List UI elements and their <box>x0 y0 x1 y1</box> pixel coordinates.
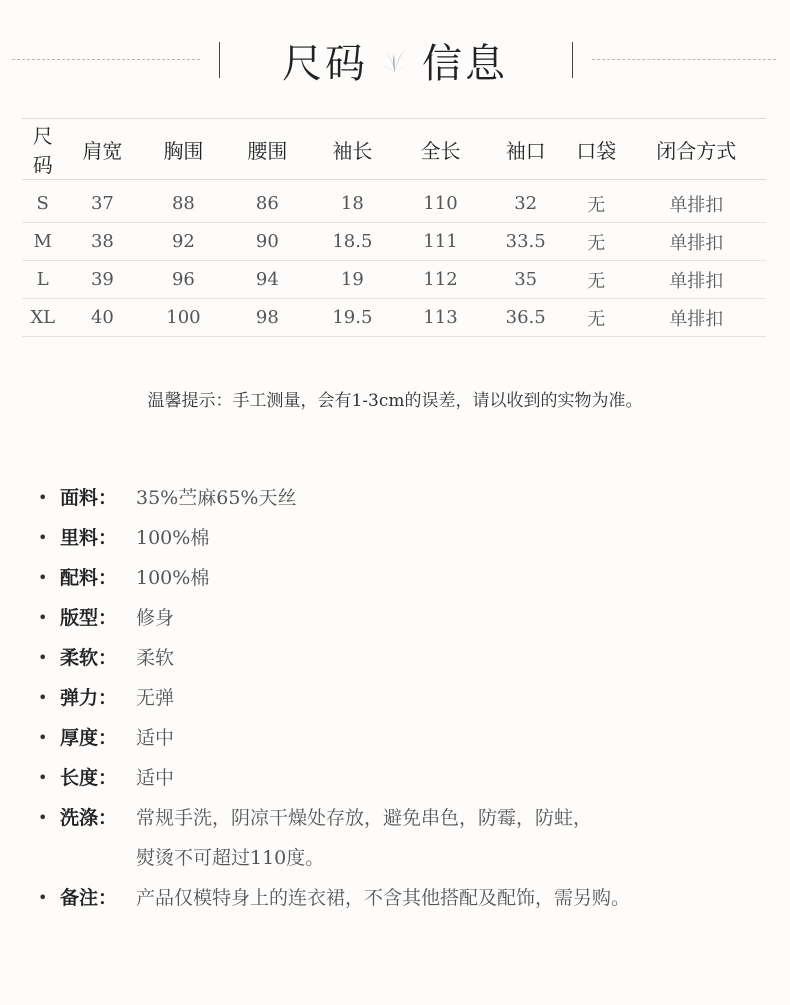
size-table-cell: 18 <box>309 180 395 223</box>
spec-value-line: 100%棉 <box>136 527 210 549</box>
spec-label: 备注： <box>60 887 118 909</box>
section-title <box>240 30 550 90</box>
spec-item <box>38 878 758 918</box>
spec-value <box>136 478 758 518</box>
size-table-header-cell: 尺码 <box>22 119 63 180</box>
spec-value <box>136 798 758 878</box>
size-table-header-cell: 肩宽 <box>63 119 141 180</box>
spec-value-line: 35%苎麻65%天丝 <box>136 487 297 509</box>
spec-value-line: 熨烫不可超过110度。 <box>136 847 325 869</box>
size-table-cell: 98 <box>226 299 310 337</box>
title-dashed-line-left <box>12 59 200 60</box>
spec-item <box>38 638 758 678</box>
size-table-cell: 112 <box>396 261 486 299</box>
size-table-cell: 35 <box>485 261 566 299</box>
spec-label: 柔软： <box>60 647 118 669</box>
title-part2: 信息 <box>422 40 508 87</box>
title-part1: 尺码 <box>282 40 368 87</box>
size-table-cell: 单排扣 <box>626 180 766 223</box>
size-table-cell: 38 <box>63 223 141 261</box>
spec-item <box>38 598 758 638</box>
size-table-cell: 19.5 <box>309 299 395 337</box>
section-title-row <box>0 30 790 90</box>
bullet-icon: • <box>38 808 48 827</box>
spec-label: 里料： <box>60 527 118 549</box>
size-table-row <box>22 261 766 299</box>
spec-label: 弹力： <box>60 687 118 709</box>
spec-value <box>136 598 758 638</box>
spec-value-line: 修身 <box>136 607 175 629</box>
bullet-icon: • <box>38 568 48 587</box>
size-table-cell: 90 <box>226 223 310 261</box>
spec-item <box>38 478 758 518</box>
grass-leaf-icon <box>380 45 410 75</box>
size-table-header-cell: 胸围 <box>141 119 225 180</box>
size-table-row <box>22 223 766 261</box>
size-table-cell: 39 <box>63 261 141 299</box>
size-table-cell: 单排扣 <box>626 299 766 337</box>
spec-item <box>38 518 758 558</box>
size-table-cell: 92 <box>141 223 225 261</box>
size-table-cell: 单排扣 <box>626 261 766 299</box>
size-table-cell: S <box>22 180 63 223</box>
size-table-header-cell: 口袋 <box>566 119 627 180</box>
size-table-cell: 40 <box>63 299 141 337</box>
size-table-cell: 36.5 <box>485 299 566 337</box>
spec-item <box>38 678 758 718</box>
size-table-header-cell: 袖长 <box>309 119 395 180</box>
spec-label: 版型： <box>60 607 118 629</box>
size-table-cell: 94 <box>226 261 310 299</box>
spec-value-line: 常规手洗，阴凉干燥处存放，避免串色，防霉，防蛀， <box>136 807 593 829</box>
size-table-cell: 33.5 <box>485 223 566 261</box>
size-table-row <box>22 180 766 223</box>
bullet-icon: • <box>38 648 48 667</box>
size-table-header-cell: 袖口 <box>485 119 566 180</box>
bullet-icon: • <box>38 768 48 787</box>
size-table-cell: L <box>22 261 63 299</box>
size-table-header-cell: 全长 <box>396 119 486 180</box>
product-spec-list <box>38 478 758 918</box>
size-table-cell: 无 <box>566 180 627 223</box>
size-table-cell: 37 <box>63 180 141 223</box>
size-table-cell: 19 <box>309 261 395 299</box>
bullet-icon: • <box>38 488 48 507</box>
spec-value <box>136 518 758 558</box>
spec-label: 面料： <box>60 487 118 509</box>
spec-value-line: 适中 <box>136 727 175 749</box>
spec-value <box>136 758 758 798</box>
size-table-cell: M <box>22 223 63 261</box>
title-dashed-line-right <box>592 59 776 60</box>
spec-value <box>136 558 758 598</box>
size-table-cell: 无 <box>566 223 627 261</box>
size-table-cell: 88 <box>141 180 225 223</box>
title-bar-right <box>572 42 573 78</box>
spec-value-line: 柔软 <box>136 647 175 669</box>
size-table-cell: 无 <box>566 261 627 299</box>
size-table-cell: 96 <box>141 261 225 299</box>
spec-label: 长度： <box>60 767 118 789</box>
size-table-header-cell: 闭合方式 <box>626 119 766 180</box>
spec-value <box>136 678 758 718</box>
title-bar-left <box>219 42 220 78</box>
spec-label: 厚度： <box>60 727 118 749</box>
size-table-cell: XL <box>22 299 63 337</box>
spec-value <box>136 638 758 678</box>
size-table-header-cell: 腰围 <box>226 119 310 180</box>
size-table-cell: 单排扣 <box>626 223 766 261</box>
size-table-cell: 110 <box>396 180 486 223</box>
size-table-body <box>22 180 766 337</box>
size-table-cell: 100 <box>141 299 225 337</box>
bullet-icon: • <box>38 608 48 627</box>
spec-item <box>38 718 758 758</box>
spec-item <box>38 558 758 598</box>
spec-value <box>136 718 758 758</box>
size-table-cell: 113 <box>396 299 486 337</box>
size-table-cell: 111 <box>396 223 486 261</box>
size-table-cell: 18.5 <box>309 223 395 261</box>
bullet-icon: • <box>38 888 48 907</box>
bullet-icon: • <box>38 688 48 707</box>
spec-value-line: 适中 <box>136 767 175 789</box>
spec-label: 配料： <box>60 567 118 589</box>
spec-value-line: 产品仅模特身上的连衣裙，不含其他搭配及配饰，需另购。 <box>136 887 631 909</box>
measurement-tip: 温馨提示：手工测量，会有1-3cm的误差，请以收到的实物为准。 <box>147 391 643 411</box>
size-table-row <box>22 299 766 337</box>
spec-label: 洗涤： <box>60 807 118 829</box>
size-table-cell: 无 <box>566 299 627 337</box>
spec-value-line: 无弹 <box>136 687 175 709</box>
bullet-icon: • <box>38 528 48 547</box>
size-table-cell: 86 <box>226 180 310 223</box>
spec-item <box>38 758 758 798</box>
spec-item <box>38 798 758 878</box>
size-table-header-row <box>22 119 766 180</box>
size-table-cell: 32 <box>485 180 566 223</box>
bullet-icon: • <box>38 728 48 747</box>
size-table <box>22 118 766 337</box>
spec-value <box>136 878 758 918</box>
spec-value-line: 100%棉 <box>136 567 210 589</box>
